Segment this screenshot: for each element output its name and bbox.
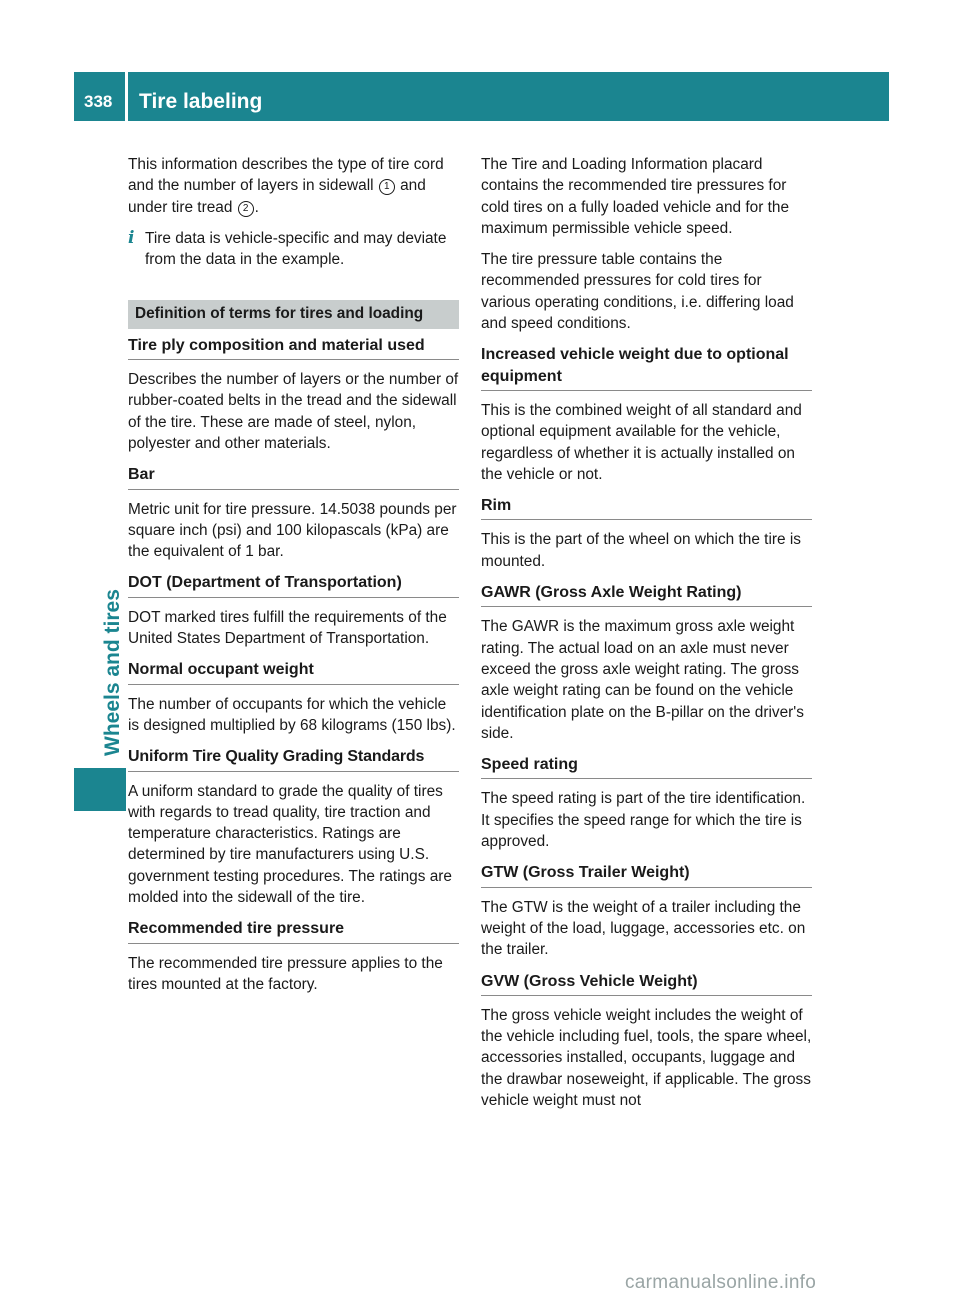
term-heading: Rim [481, 495, 812, 520]
term-body: A uniform standard to grade the quality of tires with regards to tread quality, tire traction and temperature characteristics. Ratings are determined by tire manufacturers using U.S. government testing procedures. The ratings are molded into the sidewall of the tire. [128, 782, 452, 907]
term-body: The number of occupants for which the vehicle is designed multiplied by 68 kilograms (150 lbs). [128, 695, 456, 734]
page-number: 338 [84, 92, 113, 111]
sidewall-marker-icon: 1 [379, 179, 395, 195]
term-heading: DOT (Department of Transportation) [128, 572, 459, 597]
term-heading: Speed rating [481, 754, 812, 779]
note-text: Tire data is vehicle-specific and may deviate from the data in the example. [145, 229, 447, 269]
term-heading: Normal occupant weight [128, 659, 459, 684]
intro-paragraph: The tire pressure table contains the recommended pressures for cold tires for various operating conditions, i.e. differing load and speed conditions. [481, 251, 794, 333]
term-heading: GAWR (Gross Axle Weight Rating) [481, 582, 812, 607]
section-title: Definition of terms for tires and loading [128, 300, 459, 328]
term-body: This is the combined weight of all standard and optional equipment available for the vehicle, regardless of whether it is actually installed on the vehicle or not. [481, 401, 802, 483]
left-column [128, 154, 459, 1005]
term-heading: Bar [128, 464, 459, 489]
intro-paragraph [128, 154, 459, 218]
info-note [128, 228, 459, 271]
term-heading: Tire ply composition and material used [128, 335, 459, 360]
intro-text-3: . [254, 198, 259, 216]
intro-text-2: and under tire tread [128, 177, 426, 216]
term-heading: Uniform Tire Quality Grading Standards [128, 746, 459, 771]
term-body: The GTW is the weight of a trailer including the weight of the load, luggage, accessories etc. on the trailer. [481, 898, 806, 959]
page-title: Tire labeling [139, 90, 263, 113]
term-body: The GAWR is the maximum gross axle weight rating. The actual load on an axle must never exceed the gross axle weight rating. The gross axle weight rating can be found on the vehicle identification plate on the B-pillar on the driver's side. [481, 618, 804, 742]
term-body: The speed rating is part of the tire identification. It specifies the speed range for which the tire is approved. [481, 790, 806, 851]
term-heading: Recommended tire pressure [128, 918, 459, 943]
intro-paragraph: The Tire and Loading Information placard contains the recommended tire pressures for cold tires on a fully loaded vehicle and for the maximum permissible vehicle speed. [481, 156, 790, 237]
term-body: This is the part of the wheel on which the tire is mounted. [481, 531, 801, 570]
watermark: carmanualsonline.info [625, 1272, 817, 1293]
term-body: The recommended tire pressure applies to the tires mounted at the factory. [128, 954, 443, 993]
term-body: DOT marked tires fulfill the requirements of the United States Department of Transportation. [128, 608, 447, 648]
header-divider [125, 72, 128, 121]
term-body: The gross vehicle weight includes the weight of the vehicle including fuel, tools, the spare wheel, accessories installed, occupants, luggage and the drawbar noseweight, if applicable. The gross vehicle weight must not [481, 1006, 812, 1109]
side-tab-block [74, 768, 126, 811]
right-column [481, 154, 812, 1121]
term-body: Metric unit for tire pressure. 14.5038 pounds per square inch (psi) and 100 kilopascals (kPa) are the equivalent of 1 bar. [128, 500, 457, 561]
tread-marker-icon: 2 [238, 201, 254, 217]
info-icon: i [128, 227, 135, 248]
term-body: Describes the number of layers or the number of rubber-coated belts in the tread and the sidewall of the tire. These are made of steel, nylon, polyester and other materials. [128, 371, 459, 452]
term-heading: Increased vehicle weight due to optional equipment [481, 344, 812, 391]
side-tab-label: Wheels and tires [101, 589, 124, 756]
term-heading: GTW (Gross Trailer Weight) [481, 862, 812, 887]
term-heading: GVW (Gross Vehicle Weight) [481, 971, 812, 996]
intro-text-1: This information describes the type of tire cord and the number of layers in sidewall [128, 156, 444, 195]
